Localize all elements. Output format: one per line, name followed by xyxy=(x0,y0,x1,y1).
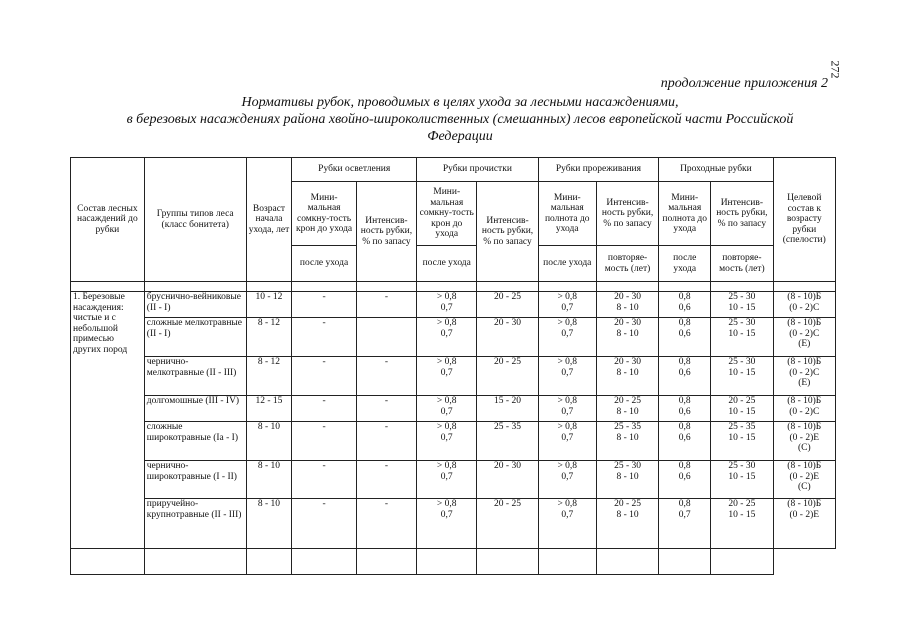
cell-line: 0,6 xyxy=(678,302,691,313)
cell-line: 25 - 30 xyxy=(728,461,756,471)
cell-osv-closure: - xyxy=(292,499,356,549)
cell-line: 0,6 xyxy=(678,406,691,417)
header-prr-repeatability: повторяе-мость (лет) xyxy=(596,246,658,282)
cell-line: 8 - 10 xyxy=(616,432,639,443)
cell-forest-group: сложные широкотравные (Ia - I) xyxy=(144,422,246,461)
cell-prh-intensity xyxy=(711,396,773,422)
cell-line: 8 - 10 xyxy=(616,302,639,313)
cell-line: > 0,8 xyxy=(557,422,578,432)
header-group-prokhodnye: Проходные рубки xyxy=(659,158,773,182)
cell-prh-intensity xyxy=(711,318,773,357)
cell-prh-density xyxy=(659,461,711,499)
appendix-continuation-note: продолжение приложения 2 xyxy=(660,76,828,91)
header-osv-min-closure: Мини-мальная сомкну-тость крон до ухода xyxy=(292,182,356,246)
table-row xyxy=(71,318,836,357)
cell-line: 0,7 xyxy=(440,328,453,339)
cell-line: 0,7 xyxy=(561,471,574,482)
cell-line: (0 - 2)Е xyxy=(789,432,820,443)
cell-line: > 0,8 xyxy=(436,461,457,471)
cell-forest-group: чернично-широкотравные (I - II) xyxy=(144,461,246,499)
cell-line: > 0,8 xyxy=(436,318,457,328)
cell-pro-closure xyxy=(417,422,477,461)
cell-target-composition xyxy=(773,396,835,422)
cell-prr-intensity xyxy=(596,292,658,318)
cell-line: 20 - 25 xyxy=(728,396,756,406)
cell-line: > 0,8 xyxy=(557,396,578,406)
cell-prh-intensity xyxy=(711,292,773,318)
cell-prr-density xyxy=(538,499,596,549)
cell-line: 0,7 xyxy=(440,406,453,417)
cell-pro-intensity: 20 - 30 xyxy=(477,318,538,357)
table-body xyxy=(71,292,836,575)
cell-line: 20 - 25 xyxy=(728,499,756,509)
cell-line: 0,8 xyxy=(678,318,691,328)
cell-line: (8 - 10)Б xyxy=(787,499,822,509)
cell-line: 0,8 xyxy=(678,292,691,302)
cell-line: 20 - 25 xyxy=(614,396,641,406)
cell-line: 25 - 35 xyxy=(614,422,641,432)
cell-line: 0,8 xyxy=(678,461,691,471)
cell-line: (8 - 10)Б xyxy=(787,422,822,432)
cell-line: 10 - 15 xyxy=(728,328,756,339)
cell-line: 0,7 xyxy=(440,302,453,313)
cell-pro-closure xyxy=(417,461,477,499)
cell-osv-closure: - xyxy=(292,292,356,318)
title-line-3: Федерации xyxy=(427,129,493,144)
title-line-2: в березовых насаждениях района хвойно-широколиственных (смешанных) лесов европейской части Российской xyxy=(126,112,794,127)
cell-line: 10 - 15 xyxy=(728,367,756,378)
cell-line: 0,6 xyxy=(678,367,691,378)
cell-line: 8 - 10 xyxy=(616,328,639,339)
cell-start-age: 8 - 10 xyxy=(246,461,292,499)
cell-prh-intensity xyxy=(711,357,773,396)
thinning-norms-table xyxy=(70,157,836,575)
page-number: 272 xyxy=(828,60,843,79)
cell-line: 0,8 xyxy=(678,396,691,406)
cell-prh-intensity xyxy=(711,461,773,499)
cell-line: 0,7 xyxy=(678,509,691,520)
cell-prh-density xyxy=(659,292,711,318)
cell-line: 0,6 xyxy=(678,432,691,443)
cell-osv-closure: - xyxy=(292,357,356,396)
cell-line: > 0,8 xyxy=(557,292,578,302)
cell-line: 0,8 xyxy=(678,422,691,432)
cell-line: 0,6 xyxy=(678,328,691,339)
cell-line: 8 - 10 xyxy=(616,471,639,482)
table-empty-row xyxy=(71,549,836,575)
cell-start-age: 8 - 10 xyxy=(246,422,292,461)
header-prh-intensity: Интенсив-ность рубки, % по запасу xyxy=(711,182,773,246)
cell-line: (0 - 2)С xyxy=(789,406,820,417)
header-pro-min-closure: Мини-мальная сомкну-тость крон до ухода xyxy=(417,182,477,246)
cell-osv-intensity: - xyxy=(356,357,416,396)
cell-prr-density xyxy=(538,396,596,422)
cell-osv-intensity: - xyxy=(356,292,416,318)
cell-prr-intensity xyxy=(596,422,658,461)
cell-line: > 0,8 xyxy=(436,292,457,302)
cell-line: > 0,8 xyxy=(436,422,457,432)
cell-line: (Е) xyxy=(798,339,811,349)
cell-line: 8 - 10 xyxy=(616,406,639,417)
cell-osv-closure: - xyxy=(292,396,356,422)
header-spacer-row xyxy=(71,282,836,292)
cell-line: 10 - 15 xyxy=(728,471,756,482)
header-prr-intensity: Интенсив-ность рубки, % по запасу xyxy=(596,182,658,246)
cell-prh-density xyxy=(659,318,711,357)
cell-pro-intensity: 20 - 25 xyxy=(477,292,538,318)
cell-line: 0,7 xyxy=(561,302,574,313)
cell-prh-density xyxy=(659,422,711,461)
cell-line: 0,7 xyxy=(440,432,453,443)
cell-prh-intensity xyxy=(711,499,773,549)
cell-line: (8 - 10)Б xyxy=(787,396,822,406)
cell-line: 0,7 xyxy=(561,328,574,339)
cell-pro-closure xyxy=(417,318,477,357)
cell-line: (8 - 10)Б xyxy=(787,461,822,471)
cell-line: > 0,8 xyxy=(557,357,578,367)
cell-line: > 0,8 xyxy=(436,396,457,406)
cell-osv-intensity: - xyxy=(356,461,416,499)
cell-line: (0 - 2)Е xyxy=(789,509,820,520)
cell-forest-group: бруснично-вейниковые (II - I) xyxy=(144,292,246,318)
header-prr-min-density: Мини-мальная полнота до ухода xyxy=(538,182,596,246)
cell-prr-intensity xyxy=(596,396,658,422)
cell-osv-closure: - xyxy=(292,422,356,461)
cell-target-composition xyxy=(773,422,835,461)
table-row xyxy=(71,396,836,422)
cell-prh-density xyxy=(659,396,711,422)
cell-prr-density xyxy=(538,318,596,357)
cell-prh-intensity xyxy=(711,422,773,461)
cell-start-age: 8 - 12 xyxy=(246,357,292,396)
cell-line: 0,7 xyxy=(440,367,453,378)
cell-osv-intensity: - xyxy=(356,396,416,422)
cell-line: (8 - 10)Б xyxy=(787,318,822,328)
header-forest-groups: Группы типов леса (класс бонитета) xyxy=(144,158,246,282)
cell-line: > 0,8 xyxy=(557,461,578,471)
cell-prr-intensity xyxy=(596,499,658,549)
cell-target-composition xyxy=(773,292,835,318)
cell-pro-intensity: 20 - 25 xyxy=(477,357,538,396)
cell-prr-density xyxy=(538,357,596,396)
cell-line: > 0,8 xyxy=(436,499,457,509)
cell-line: (0 - 2)С xyxy=(789,328,820,339)
cell-start-age: 10 - 12 xyxy=(246,292,292,318)
cell-pro-closure xyxy=(417,292,477,318)
cell-forest-group: сложные мелкотравные (II - I) xyxy=(144,318,246,357)
cell-line: 10 - 15 xyxy=(728,432,756,443)
cell-line: 20 - 30 xyxy=(614,357,641,367)
cell-line: 0,7 xyxy=(561,509,574,520)
cell-composition: 1. Березовые насаждения: чистые и с небольшой примесью других пород xyxy=(71,292,145,549)
cell-osv-closure: - xyxy=(292,318,356,357)
header-target-composition: Целевой состав к возрасту рубки (спелости) xyxy=(773,158,835,282)
cell-line: 8 - 10 xyxy=(616,367,639,378)
cell-line: (0 - 2)С xyxy=(789,302,820,313)
cell-line: 0,7 xyxy=(561,367,574,378)
cell-osv-intensity: - xyxy=(356,499,416,549)
cell-line: 8 - 10 xyxy=(616,509,639,520)
cell-osv-intensity xyxy=(356,318,416,357)
cell-forest-group: приручейно-крупнотравные (II - III) xyxy=(144,499,246,549)
table-row xyxy=(71,461,836,499)
cell-target-composition xyxy=(773,318,835,357)
cell-line: 0,7 xyxy=(440,471,453,482)
table-row xyxy=(71,292,836,318)
cell-line: (8 - 10)Б xyxy=(787,292,822,302)
header-composition: Состав лесных насаждений до рубки xyxy=(71,158,145,282)
header-group-prochistki: Рубки прочистки xyxy=(417,158,539,182)
header-prr-after-care: после ухода xyxy=(538,246,596,282)
cell-line: 0,8 xyxy=(678,499,691,509)
cell-prr-intensity xyxy=(596,318,658,357)
cell-line: (8 - 10)Б xyxy=(787,357,822,367)
header-prh-after-care: после ухода xyxy=(659,246,711,282)
cell-pro-intensity: 15 - 20 xyxy=(477,396,538,422)
cell-line: 20 - 30 xyxy=(614,318,641,328)
cell-line: 25 - 30 xyxy=(614,461,641,471)
cell-line: 25 - 35 xyxy=(728,422,756,432)
cell-target-composition xyxy=(773,461,835,499)
table-row xyxy=(71,422,836,461)
cell-pro-closure xyxy=(417,499,477,549)
cell-line: 0,7 xyxy=(561,406,574,417)
header-osv-intensity: Интенсив-ность рубки, % по запасу xyxy=(356,182,416,282)
cell-pro-intensity: 25 - 35 xyxy=(477,422,538,461)
cell-line: 10 - 15 xyxy=(728,509,756,520)
cell-prr-density xyxy=(538,422,596,461)
cell-pro-intensity: 20 - 25 xyxy=(477,499,538,549)
cell-pro-intensity: 20 - 30 xyxy=(477,461,538,499)
table-header xyxy=(71,158,836,292)
cell-line: 0,8 xyxy=(678,357,691,367)
cell-line: 0,6 xyxy=(678,471,691,482)
cell-forest-group: долгомошные (III - IV) xyxy=(144,396,246,422)
header-start-age: Возраст начала ухода, лет xyxy=(246,158,292,282)
cell-pro-closure xyxy=(417,396,477,422)
cell-start-age: 8 - 10 xyxy=(246,499,292,549)
cell-prh-density xyxy=(659,499,711,549)
cell-prr-density xyxy=(538,292,596,318)
cell-line: > 0,8 xyxy=(436,357,457,367)
header-pro-after-care: после ухода xyxy=(417,246,477,282)
cell-prh-density xyxy=(659,357,711,396)
cell-line: 25 - 30 xyxy=(728,292,756,302)
cell-line: 0,7 xyxy=(561,432,574,443)
cell-line: (0 - 2)Е xyxy=(789,471,820,482)
header-group-osvetlenie: Рубки осветления xyxy=(292,158,417,182)
header-group-prorezhivanie: Рубки прореживания xyxy=(538,158,659,182)
header-pro-intensity: Интенсив-ность рубки, % по запасу xyxy=(477,182,538,282)
cell-line: 0,7 xyxy=(440,509,453,520)
cell-start-age: 8 - 12 xyxy=(246,318,292,357)
cell-line: > 0,8 xyxy=(557,499,578,509)
cell-line: 25 - 30 xyxy=(728,357,756,367)
cell-osv-closure: - xyxy=(292,461,356,499)
header-prh-repeatability: повторяе-мость (лет) xyxy=(711,246,773,282)
cell-line: (0 - 2)С xyxy=(789,367,820,378)
cell-line: (С) xyxy=(797,482,811,492)
cell-forest-group: чернично-мелкотравные (II - III) xyxy=(144,357,246,396)
cell-line: (Е) xyxy=(798,378,811,388)
cell-pro-closure xyxy=(417,357,477,396)
cell-line: 25 - 30 xyxy=(728,318,756,328)
cell-prr-intensity xyxy=(596,357,658,396)
cell-target-composition xyxy=(773,357,835,396)
cell-osv-intensity: - xyxy=(356,422,416,461)
cell-line: 10 - 15 xyxy=(728,406,756,417)
header-osv-after-care: после ухода xyxy=(292,246,356,282)
cell-prr-intensity xyxy=(596,461,658,499)
cell-line: > 0,8 xyxy=(557,318,578,328)
cell-start-age: 12 - 15 xyxy=(246,396,292,422)
table-row xyxy=(71,499,836,549)
document-title xyxy=(70,94,850,145)
cell-line: 20 - 25 xyxy=(614,499,641,509)
cell-line: (С) xyxy=(797,443,811,453)
cell-prr-density xyxy=(538,461,596,499)
title-line-1: Нормативы рубок, проводимых в целях ухода за лесными насаждениями, xyxy=(241,95,679,110)
header-prh-min-density: Мини-мальная полнота до ухода xyxy=(659,182,711,246)
cell-line: 20 - 30 xyxy=(614,292,641,302)
table-row xyxy=(71,357,836,396)
cell-target-composition xyxy=(773,499,835,549)
cell-line: 10 - 15 xyxy=(728,302,756,313)
